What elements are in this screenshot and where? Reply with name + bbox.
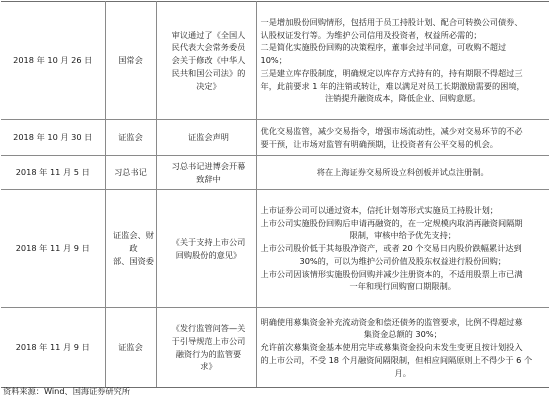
content-line: 上市公司因该情形实施股份回购并减少注册资本的，不适用股票上市已满 — [260, 268, 523, 279]
document-cell — [156, 308, 256, 388]
content-line: 一是增加股份回购情形，包括用于员工持股计划、配合可转换公司债券、 — [260, 17, 523, 28]
content-line: 上市公司股价低于其每股净资产，或者 20 个交易日内股价跌幅累计达到 — [260, 243, 522, 254]
document-cell — [156, 2, 256, 120]
issuer-cell: 国常会 — [105, 2, 156, 120]
issuer-cell: 证监会 — [105, 308, 156, 388]
document-title: 《发行监管问答—关 于引导规范上市公司 融资行为的监管要 求》 — [171, 323, 246, 372]
date-cell: 2018 年 11 月 9 日 — [1, 308, 105, 388]
document-title: 证监会声明 — [188, 132, 229, 143]
content-line: 允许前次募集资金基本使用完毕或募集资金投向未发生变更且按计划投入 — [260, 342, 523, 353]
content-cell — [256, 156, 549, 190]
table-row — [1, 156, 549, 190]
document-cell — [156, 190, 256, 308]
content-line: 上市证券公司可以通过资本，信托计划等形式实施员工持股计划； — [260, 205, 498, 216]
date-cell: 2018 年 11 月 5 日 — [1, 156, 105, 190]
content-line: 的上市公司，不受 18 个月融资间隔限制，但相应间隔原则上不得少于 6 个 — [260, 354, 533, 365]
content-line: 集资金总额的 30%； — [363, 329, 442, 340]
date-cell: 2018 年 10 月 26 日 — [1, 2, 105, 120]
content-line: 30%的，可以为维护公司价值及股东权益进行股份回购； — [299, 255, 506, 266]
content-cell — [256, 190, 549, 308]
document-cell — [156, 120, 256, 156]
policy-timeline-table — [1, 1, 549, 388]
content-cell — [256, 120, 549, 156]
table-row — [1, 308, 549, 388]
content-line: 明确使用募集资金补充流动资金和偿还债务的监管要求，比例不得超过募 — [260, 316, 523, 327]
table-row — [1, 2, 549, 120]
date-cell: 2018 年 10 月 30 日 — [1, 120, 105, 156]
content-line: 限制，审核中给予优先支持； — [349, 230, 456, 241]
source-note: 资料来源：Wind、国海证券研究所 — [3, 386, 131, 396]
issuer-cell: 证监会 — [105, 120, 156, 156]
content-line: 将在上海证券交易所设立科创板并试点注册制。 — [316, 167, 489, 178]
content-line: 月。 — [394, 367, 411, 378]
table-row — [1, 190, 549, 308]
content-line: 认股权证发行等。为维护公司信用及投资者，权益所必需的； — [260, 29, 482, 40]
content-line: 三是建立库存股制度，明确规定以库存方式持有的，持有期限不得超过三 — [260, 67, 523, 78]
content-line: 要干预，让市场对监管有明确预期，让投资者有公平交易的机会。 — [260, 138, 498, 149]
content-line: 上市公司实施股份回购后申请再融资的，在一定规模内取消再融资间隔期 — [260, 217, 523, 228]
content-cell — [256, 308, 549, 388]
document-cell — [156, 156, 256, 190]
content-line: 注销提升融资成本，降低企业、回购意愿。 — [324, 93, 481, 104]
document-title: 《关于支持上市公司 回购股份的意见》 — [171, 236, 246, 260]
content-line: 10%； — [260, 55, 287, 66]
document-title: 习总书记进博会开幕 致辞中 — [171, 160, 246, 184]
content-line: 优化交易监管，减少交易指令，增强市场流动性，减少对交易环节的不必 — [260, 125, 523, 136]
content-line: 二是简化实施股份回购的决策程序，董事会过半同意，可收购不超过 — [260, 42, 507, 53]
document-title: 审议通过了《全国人 民代表大会常务委员 会关于修改《中华人 民共和国公司法》的 决定》 — [171, 29, 246, 91]
content-line: 年，此前要求 1 年的注销或转让，难以满足对员工长期激励需要的困境， — [260, 80, 525, 91]
issuer-cell: 习总书记 — [105, 156, 156, 190]
date-cell: 2018 年 11 月 9 日 — [1, 190, 105, 308]
content-line: 一年和现行回购窗口期限制。 — [349, 281, 456, 292]
issuer-name: 证监会、财政 部、国资委 — [113, 230, 154, 266]
content-cell — [256, 2, 549, 120]
table-row — [1, 120, 549, 156]
issuer-cell — [105, 190, 156, 308]
